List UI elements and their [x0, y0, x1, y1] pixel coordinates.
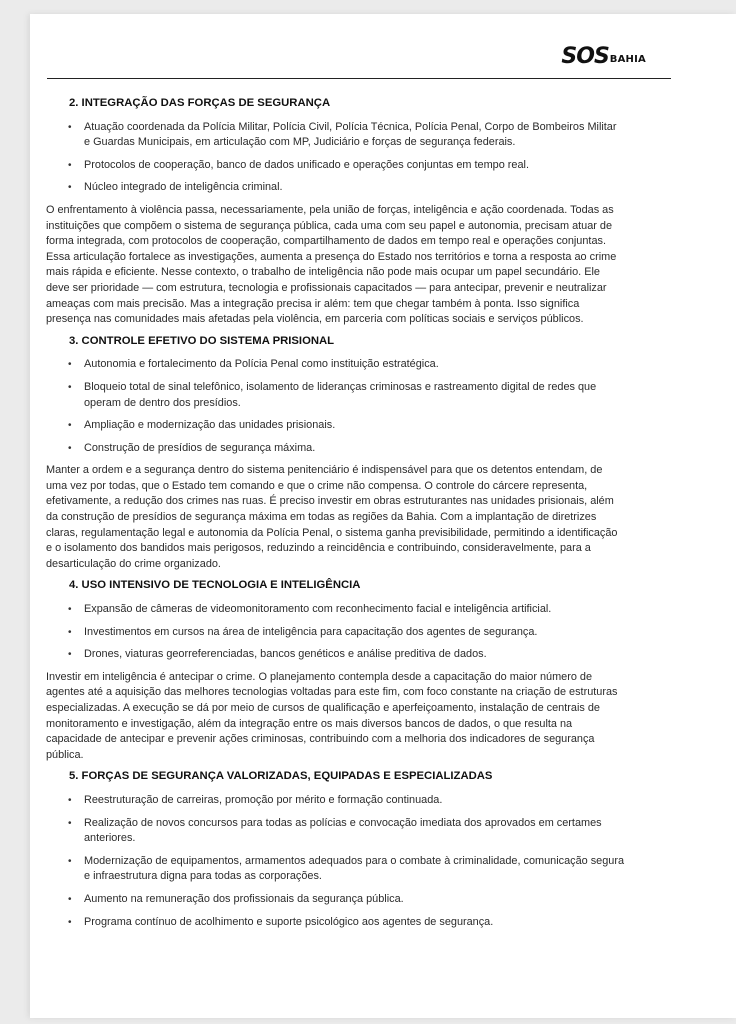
bullet-item: • Ampliação e modernização das unidades prisionais.: [46, 418, 624, 434]
bullet-item: • Programa contínuo de acolhimento e suporte psicológico aos agentes de segurança.: [46, 915, 624, 931]
section-title: 4. USO INTENSIVO DE TECNOLOGIA E INTELIGÊNCIA: [69, 579, 361, 592]
section-paragraph: Manter a ordem e a segurança dentro do sistema penitenciário é indispensável para que os detentos entendam, de uma vez por todas, que o Estado tem comando e que o crime não compensa. O controle do cárcere representa, efetivamente, a redução dos crimes nas ruas. É preciso investir em obras estruturantes nas unidades prisionais, além da construção de presídios de segurança máxima em todas as regiões da Bahia. Com a implantação de diretrizes claras, regulamentação legal e autonomia da Polícia Penal, o sistema ganha previsibilidade, permitindo a identificação e o isolamento dos bandidos mais perigosos, reduzindo a reincidência e contribuindo, consideravelmente, para a desarticulação do crime organizado.: [46, 464, 618, 570]
section-integracao: [46, 96, 624, 328]
bullet-list: [46, 602, 624, 663]
bullet-item: • Expansão de câmeras de videomonitoramento com reconhecimento facial e inteligência artificial.: [46, 602, 624, 618]
section-title: 5. FORÇAS DE SEGURANÇA VALORIZADAS, EQUIPADAS E ESPECIALIZADAS: [69, 770, 493, 783]
document-content: [46, 96, 624, 937]
header-divider: [47, 78, 671, 79]
bullet-item: • Autonomia e fortalecimento da Polícia Penal como instituição estratégica.: [46, 357, 624, 373]
logo-sos-text: SOS: [561, 44, 609, 69]
bullet-item: • Construção de presídios de segurança máxima.: [46, 441, 624, 457]
section-sistema-prisional: [46, 334, 624, 573]
logo-bahia-text: BAHIA: [609, 54, 646, 65]
bullet-item: • Núcleo integrado de inteligência criminal.: [46, 180, 624, 196]
bullet-list: [46, 120, 624, 196]
section-title: 2. INTEGRAÇÃO DAS FORÇAS DE SEGURANÇA: [69, 97, 331, 109]
bullet-item: • Drones, viaturas georreferenciadas, bancos genéticos e análise preditiva de dados.: [46, 647, 624, 663]
bullet-item: • Modernização de equipamentos, armamentos adequados para o combate à criminalidade, comunicação segura e infraestrutura digna para todas as corporações.: [46, 854, 624, 885]
section-title: 3. CONTROLE EFETIVO DO SISTEMA PRISIONAL: [69, 334, 335, 347]
section-forcas-valorizadas: [46, 769, 624, 930]
bullet-item: • Reestruturação de carreiras, promoção por mérito e formação continuada.: [46, 793, 624, 809]
bullet-item: • Aumento na remuneração dos profissionais da segurança pública.: [46, 892, 624, 908]
section-tecnologia: [46, 578, 624, 763]
section-paragraph: Investir em inteligência é antecipar o crime. O planejamento contempla desde a capacitação do maior número de agentes até a aquisição das melhores tecnologias voltadas para este fim, com foco constante na criação de estruturas especializadas. A execução se dá por meio de cursos de qualificação e aperfeiçoamento, instalação de centrais de monitoramento e investigação, além da integração entre os mais diversos bancos de dados, o que resulta na capacidade de antecipar e prevenir ações criminosas, contribuindo com a melhoria dos indicadores de segurança pública.: [46, 670, 618, 761]
bullet-item: • Atuação coordenada da Polícia Militar, Polícia Civil, Polícia Técnica, Polícia Penal, Corpo de Bombeiros Militar e Guardas Municipais, em articulação com MP, Judiciário e forças de segurança federais.: [46, 120, 624, 151]
bullet-item: • Protocolos de cooperação, banco de dados unificado e operações conjuntas em tempo real.: [46, 158, 624, 174]
bullet-list: [46, 357, 624, 456]
bullet-item: • Investimentos em cursos na área de inteligência para capacitação dos agentes de segurança.: [46, 625, 624, 641]
section-paragraph: O enfrentamento à violência passa, necessariamente, pela união de forças, inteligência e ação coordenada. Todas as instituições que compõem o sistema de segurança pública, cada uma com seu papel e autonomia, precisam atuar de forma integrada, com protocolos de cooperação, compartilhamento de dados em tempo real e operações conjuntas. Essa articulação fortalece as investigações, aumenta a presença do Estado nos territórios e torna a resposta ao crime mais rápida e eficiente. Nesse contexto, o trabalho de inteligência não pode mais ocupar um papel secundário. Ele deve ser prioridade — com estrutura, tecnologia e profissionais capacitados — para antecipar, prevenir e neutralizar ameaças com mais precisão. Mas a integração precisa ir além: tem que chegar também à ponta. Isso significa presença nas comunidades mais afetadas pela violência, em parceria com políticas sociais e serviços públicos.: [46, 203, 617, 326]
bullet-item: • Realização de novos concursos para todas as polícias e convocação imediata dos aprovados em certames anteriores.: [46, 816, 624, 847]
sos-bahia-logo: [561, 42, 646, 68]
bullet-list: [46, 793, 624, 930]
bullet-item: • Bloqueio total de sinal telefônico, isolamento de lideranças criminosas e rastreamento digital de redes que operam de dentro dos presídios.: [46, 380, 624, 411]
